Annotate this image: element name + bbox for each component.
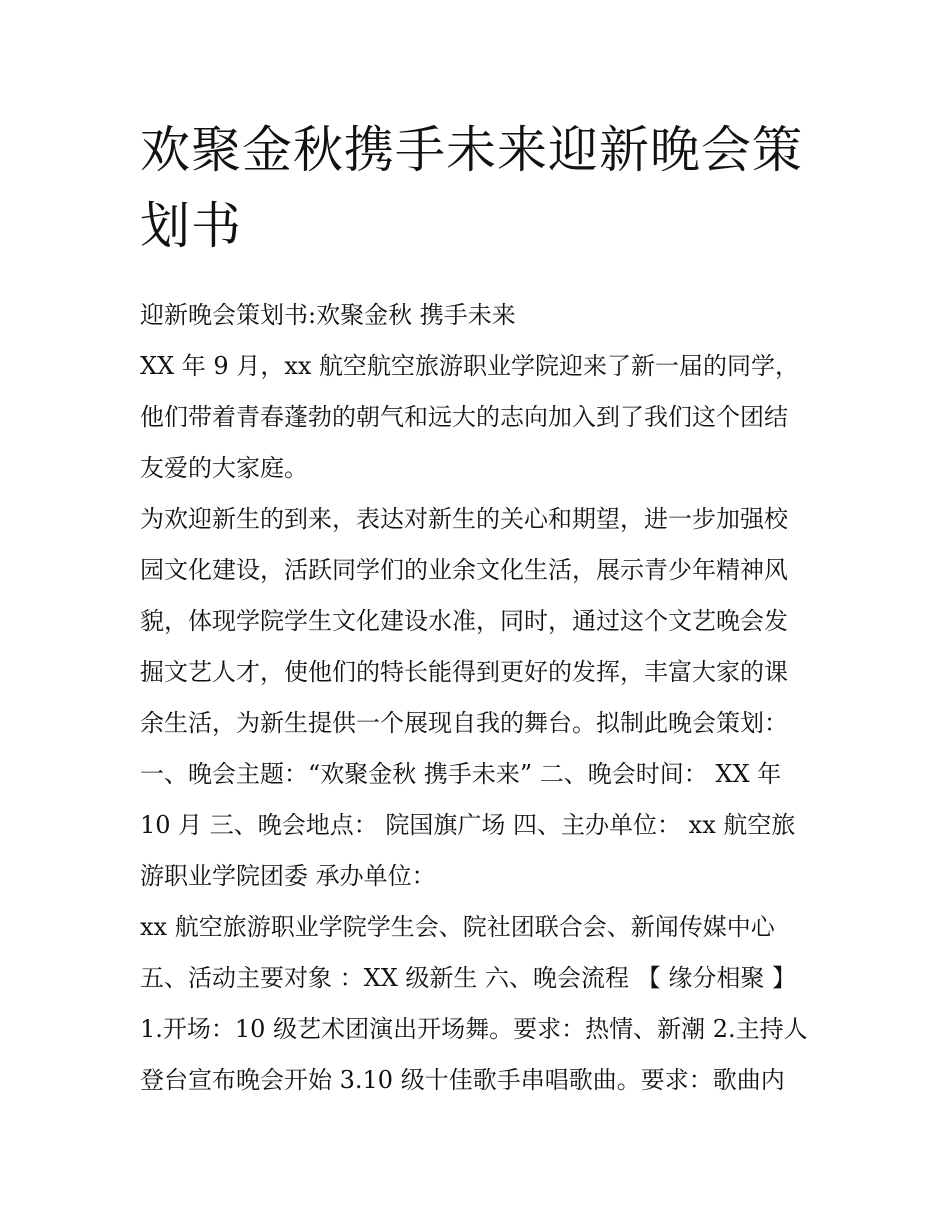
text-line: 一、晚会主题：“欢聚金秋 携手未来” 二、晚会时间： XX 年	[140, 760, 782, 788]
document-subtitle: 迎新晚会策划书:欢聚金秋 携手未来	[140, 301, 516, 329]
text-line: 登台宣布晚会开始 3.10 级十佳歌手串唱歌曲。要求：歌曲内	[140, 1066, 785, 1094]
document-title	[140, 112, 820, 264]
text-line: 1.开场：10 级艺术团演出开场舞。要求：热情、新潮 2.主持人	[140, 1015, 808, 1043]
text-line: 掘文艺人才，使他们的特长能得到更好的发挥，丰富大家的课	[140, 658, 788, 686]
text-line: 余生活，为新生提供一个展现自我的舞台。拟制此晚会策划：	[140, 709, 788, 737]
paragraph-intro	[140, 341, 820, 494]
text-line: 貌，体现学院学生文化建设水准，同时，通过这个文艺晚会发	[140, 607, 788, 635]
paragraph-organizers	[140, 902, 820, 1106]
document-page	[140, 112, 820, 1106]
text-line: 五、活动主要对象 ：XX 级新生 六、晚会流程 【 缘分相聚 】	[140, 964, 796, 992]
text-line: 他们带着青春蓬勃的朝气和远大的志向加入到了我们这个团结	[140, 403, 788, 431]
title-line-2: 划书	[140, 197, 242, 255]
text-line: XX 年 9 月，xx 航空航空旅游职业学院迎来了新一届的同学，	[140, 352, 800, 380]
text-line: 游职业学院团委 承办单位：	[140, 862, 436, 890]
text-line: 10 月 三、晚会地点： 院国旗广场 四、主办单位： xx 航空旅	[140, 811, 796, 839]
paragraph-purpose	[140, 494, 820, 902]
title-line-1: 欢聚金秋携手未来迎新晚会策	[140, 121, 803, 179]
text-line: 园文化建设，活跃同学们的业余文化生活，展示青少年精神风	[140, 556, 788, 584]
text-line: 友爱的大家庭。	[140, 454, 308, 482]
text-line: 为欢迎新生的到来，表达对新生的关心和期望，进一步加强校	[140, 505, 788, 533]
text-line: xx 航空旅游职业学院学生会、院社团联合会、新闻传媒中心	[140, 913, 775, 941]
